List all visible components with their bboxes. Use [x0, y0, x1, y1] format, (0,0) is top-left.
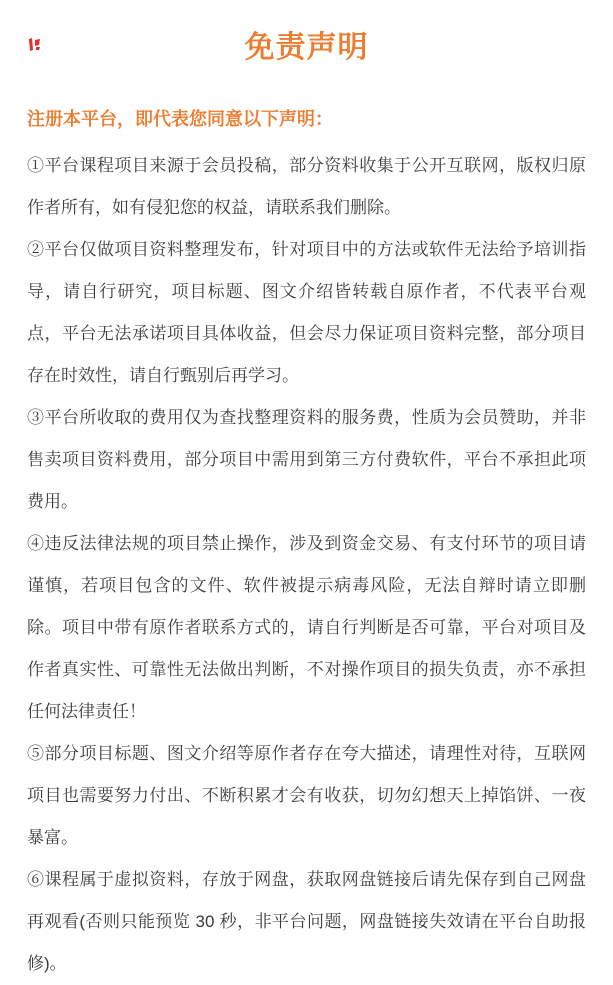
disclaimer-paragraphs	[27, 145, 586, 985]
disclaimer-paragraph: ⑤部分项目标题、图文介绍等原作者存在夸大描述，请理性对待，互联网项目也需要努力付出、不断积累才会有收获，切勿幻想天上掉馅饼、一夜暴富。	[27, 744, 586, 847]
corner-red-mark-icon	[27, 37, 42, 52]
disclaimer-paragraph: ③平台所收取的费用仅为查找整理资料的服务费，性质为会员赞助，并非售卖项目资料费用，部分项目中需用到第三方付费软件，平台不承担此项费用。	[27, 408, 586, 511]
disclaimer-page	[0, 31, 613, 973]
disclaimer-paragraph: ⑥课程属于虚拟资料，存放于网盘，获取网盘链接后请先保存到自己网盘再观看(否则只能预览 30 秒，非平台问题，网盘链接失效请在平台自助报修)。	[27, 870, 586, 973]
page-title: 免责声明	[244, 31, 369, 64]
disclaimer-paragraph: ①平台课程项目来源于会员投稿，部分资料收集于公开互联网，版权归原作者所有，如有侵犯您的权益，请联系我们删除。	[27, 156, 586, 217]
disclaimer-paragraph: ②平台仅做项目资料整理发布，针对项目中的方法或软件无法给予培训指导，请自行研究，项目标题、图文介绍皆转载自原作者，不代表平台观点，平台无法承诺项目具体收益，但会尽力保证项目资料完整，部分项目存在时效性，请自行甄别后再学习。	[27, 240, 586, 385]
disclaimer-paragraph: ④违反法律法规的项目禁止操作，涉及到资金交易、有支付环节的项目请谨慎，若项目包含的文件、软件被提示病毒风险，无法自辩时请立即删除。项目中带有原作者联系方式的，请自行判断是否可靠，平台对项目及作者真实性、可靠性无法做出判断，不对操作项目的损失负责，亦不承担任何法律责任！	[27, 534, 586, 721]
document-body	[0, 32, 613, 985]
intro-statement: 注册本平台，即代表您同意以下声明：	[27, 109, 333, 129]
